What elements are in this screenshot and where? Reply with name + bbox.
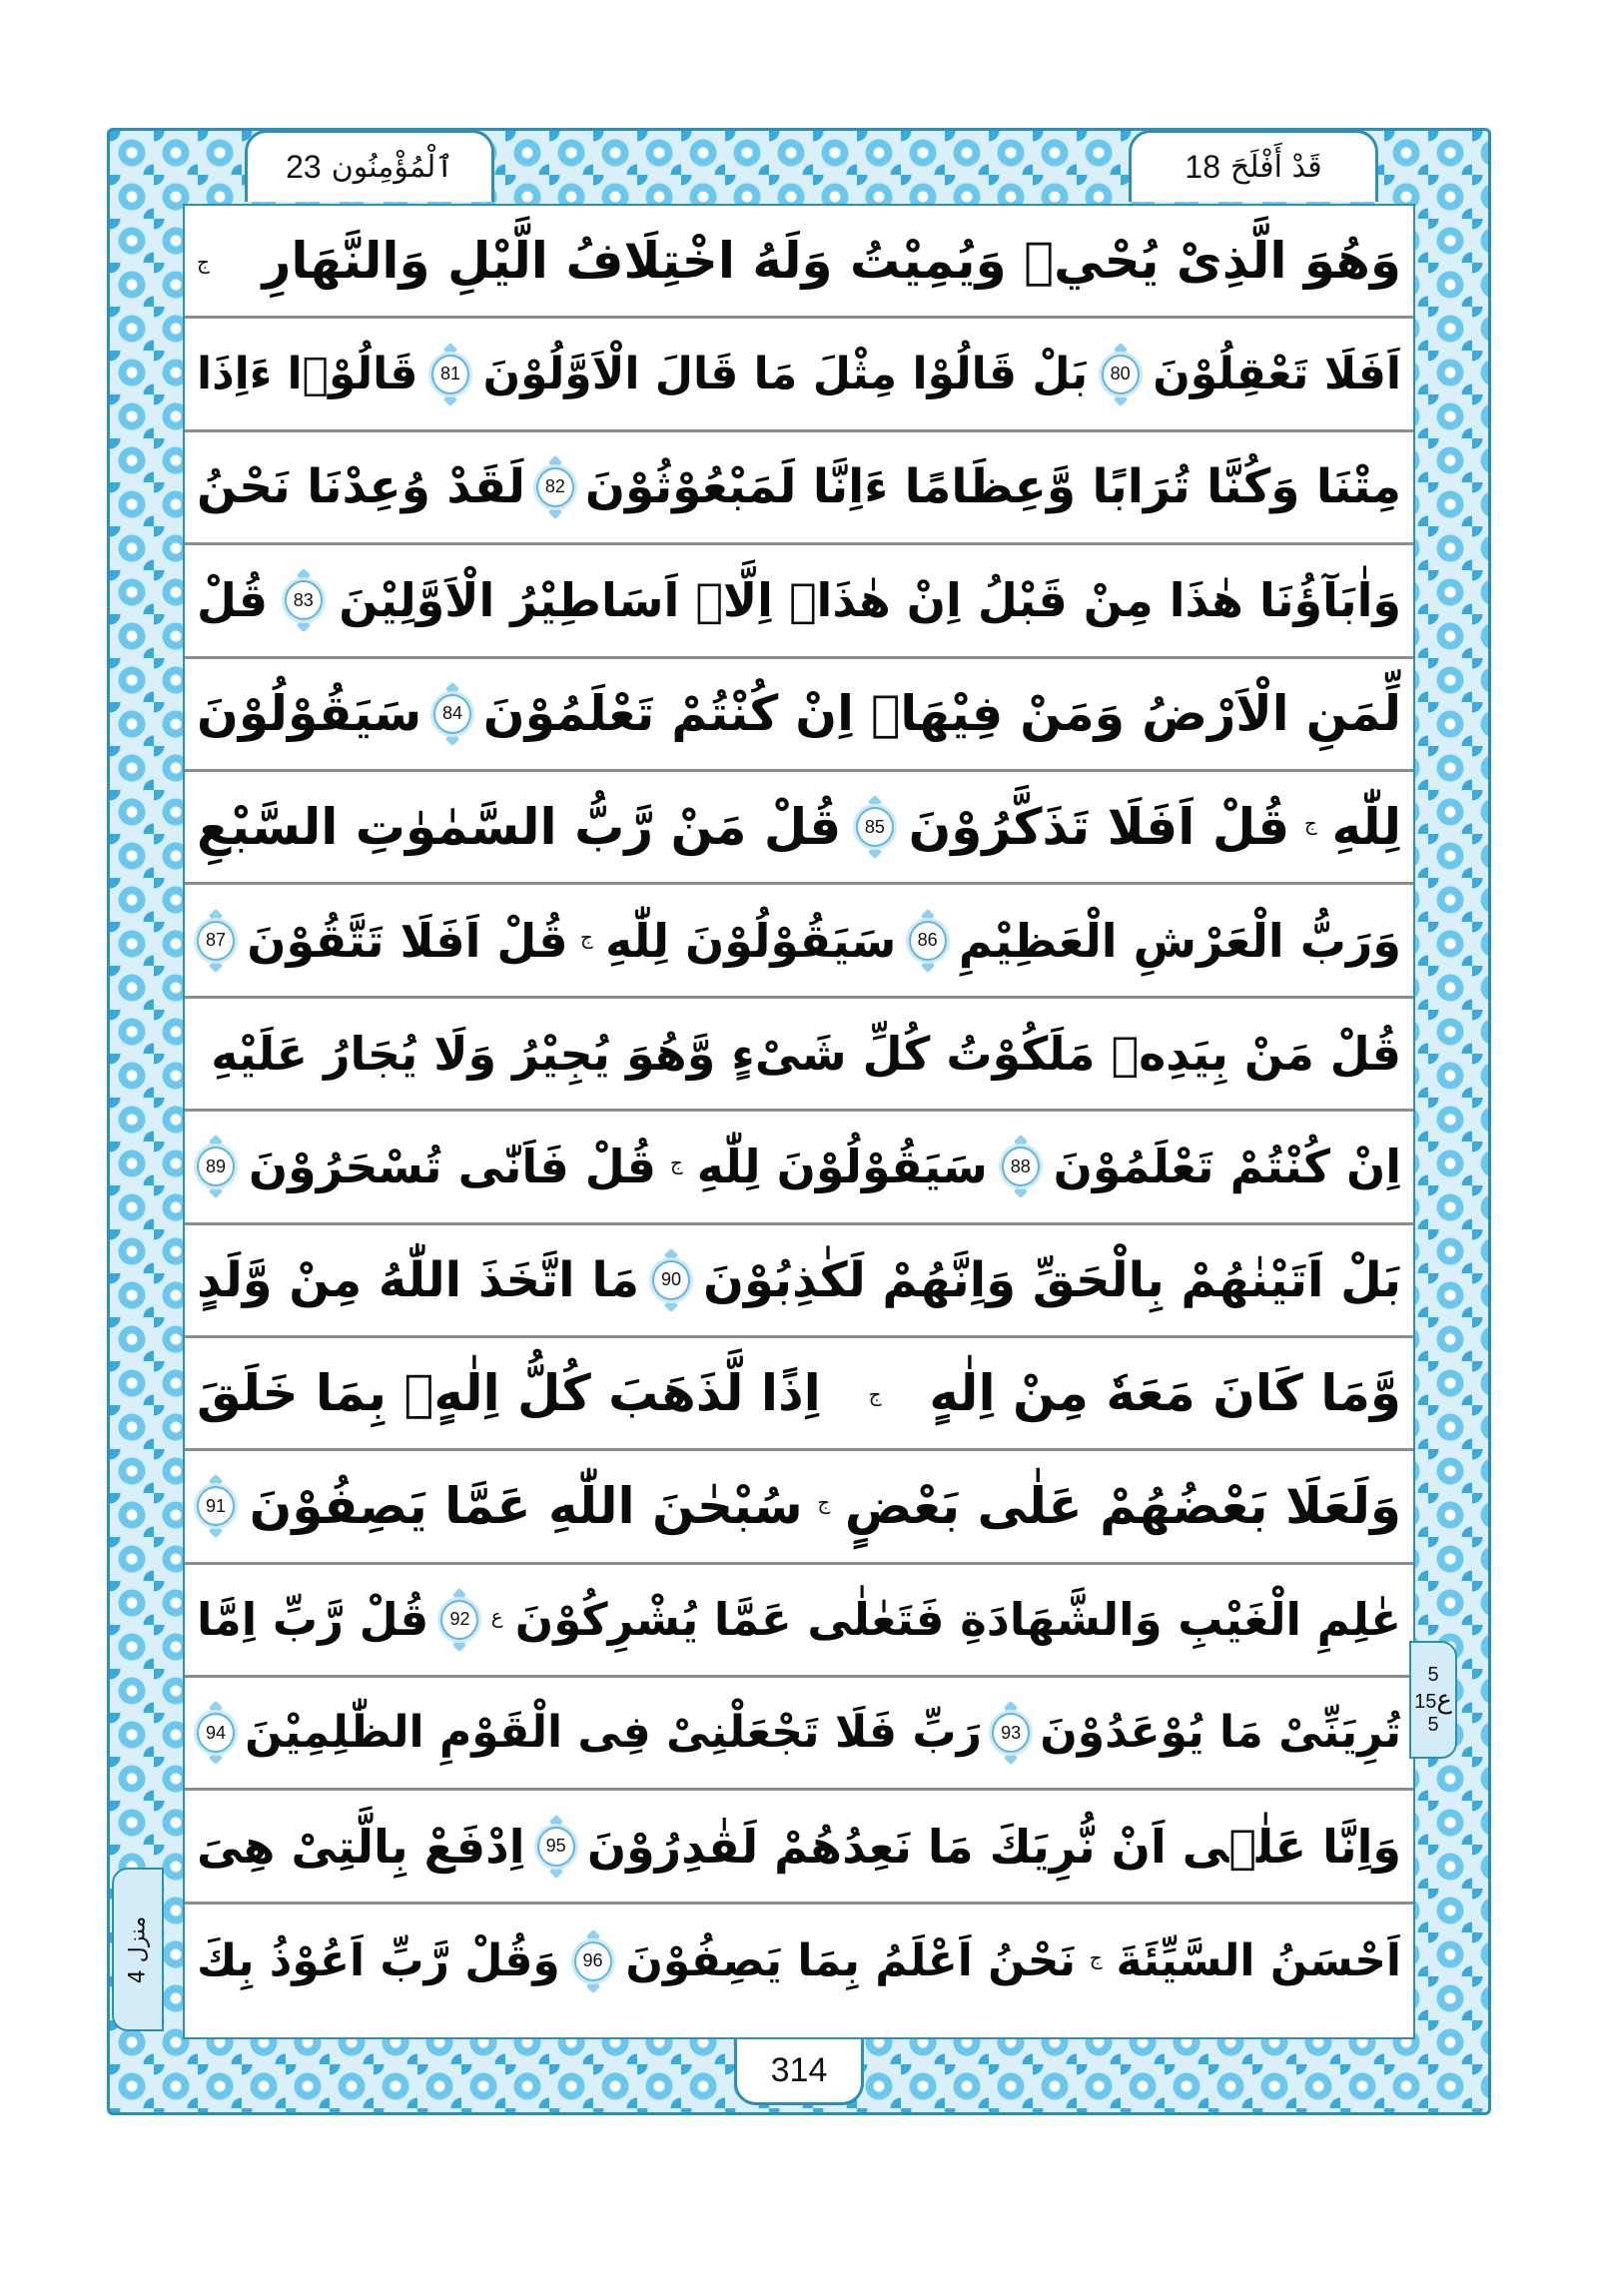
text-line-content — [197, 1364, 1401, 1423]
verse-text: تُرِيَنِّیْ مَا يُوْعَدُوْنَ — [1040, 1707, 1401, 1759]
verse-text: بَلْ قَالُوْا مِثْلَ مَا قَالَ الْاَوَّلُوْنَ — [482, 348, 1089, 399]
verse-text: لِّمَنِ الْاَرْضُ وَمَنْ فِيْهَاۤ اِنْ كُنْتُمْ تَعْلَمُوْنَ — [482, 685, 1401, 743]
page-number: 314 — [734, 2039, 864, 2105]
text-line — [185, 1791, 1413, 1904]
ayah-end-marker-icon — [197, 911, 235, 971]
ayah-end-marker-icon — [440, 1590, 478, 1650]
text-line — [185, 206, 1413, 319]
ayah-number: 81 — [431, 355, 469, 394]
waqf-sign: ج — [197, 250, 210, 275]
juz-header-tab — [1129, 130, 1378, 202]
verse-text: سَيَقُوْلُوْنَ لِلّٰهِ — [696, 1140, 988, 1194]
ayah-number: 92 — [440, 1600, 478, 1640]
ayah-number: 90 — [652, 1260, 690, 1300]
verse-text: مَا اتَّخَذَ اللّٰهُ مِنْ وَّلَدٍ — [197, 1251, 640, 1308]
ayah-number: 88 — [1002, 1147, 1040, 1186]
verse-text: قُلْ فَاَنّٰى تُسْحَرُوْنَ — [248, 1140, 656, 1194]
text-line-content — [197, 1476, 1401, 1536]
text-line-content — [197, 457, 1401, 517]
text-line — [185, 1905, 1413, 2017]
verse-text: وَهُوَ الَّذِىْ يُحْيٖ وَيُمِيْتُ وَلَهُ اخْتِلَافُ الَّيْلِ وَالنَّهَارِ — [262, 232, 1401, 291]
verse-text: قُلْ — [197, 573, 269, 628]
ayah-end-marker-icon — [1102, 345, 1140, 404]
verse-text: اَفَلَا تَعْقِلُوْنَ — [1153, 348, 1401, 399]
ayah-end-marker-icon — [574, 1931, 612, 1991]
waqf-sign: ع — [490, 1603, 503, 1628]
text-line-content — [197, 1137, 1401, 1196]
waqf-sign: ج — [669, 1150, 683, 1175]
ayah-end-marker-icon — [1002, 1137, 1040, 1196]
verse-text: بَلْ اَتَيْنٰهُمْ بِالْحَقِّ وَاِنَّهُمْ لَكٰذِبُوْنَ — [702, 1251, 1401, 1308]
ruku-marker — [1409, 1641, 1457, 1759]
verse-text: قُلْ مَنْ بِيَدِهٖ مَلَكُوْتُ كُلِّ شَیْءٍ وَّهُوَ يُجِيْرُ وَلَا يُجَارُ عَلَيْهِ — [211, 1026, 1401, 1081]
ruku-bottom-number: 5 — [1427, 1714, 1439, 1737]
ayah-end-marker-icon — [856, 797, 894, 857]
ayah-number: 86 — [909, 921, 947, 961]
text-line — [185, 545, 1413, 658]
text-line — [185, 1678, 1413, 1791]
verse-text: اِنْ كُنْتُمْ تَعْلَمُوْنَ — [1053, 1140, 1401, 1194]
text-line-content — [197, 570, 1401, 630]
ayah-end-marker-icon — [909, 911, 947, 971]
waqf-sign: ج — [868, 1382, 882, 1407]
ayah-end-marker-icon — [285, 570, 323, 630]
text-line-content — [197, 684, 1401, 744]
text-line-content — [197, 1026, 1401, 1081]
ayah-number: 89 — [197, 1147, 235, 1186]
ayah-end-marker-icon — [992, 1703, 1030, 1763]
verse-text: اِدْفَعْ بِالَّتِیْ هِیَ — [197, 1819, 525, 1874]
text-line-content — [197, 911, 1401, 971]
ayah-number: 93 — [992, 1713, 1030, 1753]
ruku-middle-number: 15 — [1414, 1690, 1437, 1713]
verse-text: قُلْ اَفَلَا تَذَكَّرُوْنَ — [908, 798, 1290, 857]
quran-text-lines — [185, 206, 1413, 2017]
text-line — [185, 772, 1413, 885]
text-line-content — [197, 1931, 1401, 1991]
manzil-marker — [112, 1868, 164, 2031]
verse-text: رَبِّ فَلَا تَجْعَلْنِیْ فِى الْقَوْمِ الظّٰلِمِيْنَ — [245, 1707, 982, 1759]
text-line-content — [197, 1703, 1401, 1763]
surah-header-tab — [245, 130, 494, 202]
verse-text: قُلْ رَّبِّ اِمَّا — [197, 1593, 429, 1647]
verse-text: نَحْنُ اَعْلَمُ بِمَا يَصِفُوْنَ — [625, 1934, 1076, 1986]
ayah-end-marker-icon — [197, 1137, 235, 1196]
text-line — [185, 1112, 1413, 1224]
manzil-label: منزل 4 — [125, 1915, 151, 1983]
verse-text: عٰلِمِ الْغَيْبِ وَالشَّهَادَةِ فَتَعٰلٰى عَمَّا يُشْرِكُوْنَ — [514, 1593, 1401, 1647]
verse-text: اَحْسَنُ السَّيِّئَةَ — [1116, 1934, 1401, 1986]
verse-text: قَالُوْۤا ءَاِذَا — [197, 348, 418, 399]
text-line-content — [197, 1590, 1401, 1650]
text-line — [185, 1338, 1413, 1451]
ayah-number: 80 — [1102, 355, 1140, 394]
verse-text: سَيَقُوْلُوْنَ لِلّٰهِ — [605, 913, 897, 968]
verse-text: وَرَبُّ الْعَرْشِ الْعَظِيْمِ — [958, 913, 1401, 968]
surah-number: 23 — [286, 149, 322, 185]
juz-name: قَدْ أَفْلَحَ — [1229, 150, 1322, 185]
ayah-end-marker-icon — [652, 1250, 690, 1310]
ayah-end-marker-icon — [433, 684, 471, 744]
ayah-number: 94 — [197, 1713, 235, 1753]
waqf-sign: ج — [1303, 811, 1317, 836]
ayah-number: 83 — [285, 580, 323, 620]
text-line — [185, 885, 1413, 998]
text-line-content — [197, 345, 1401, 404]
ayah-end-marker-icon — [197, 1703, 235, 1763]
ayah-number: 91 — [197, 1486, 235, 1526]
text-line-content — [197, 797, 1401, 857]
text-line — [185, 659, 1413, 772]
ayah-end-marker-icon — [197, 1476, 235, 1536]
verse-text: وَقُلْ رَّبِّ اَعُوْذُ بِكَ — [197, 1934, 560, 1986]
text-line — [185, 1451, 1413, 1564]
ayah-number: 85 — [856, 807, 894, 847]
ayah-number: 82 — [536, 467, 574, 507]
ayah-number: 87 — [197, 921, 235, 961]
verse-text: وَاٰبَآؤُنَا هٰذَا مِنْ قَبْلُ اِنْ هٰذَاۤ اِلَّاۤ اَسَاطِيْرُ الْاَوَّلِيْنَ — [339, 573, 1401, 628]
verse-text: لَقَدْ وُعِدْنَا نَحْنُ — [197, 459, 525, 515]
waqf-sign: ج — [817, 1490, 831, 1515]
text-line — [185, 432, 1413, 545]
verse-text: قُلْ مَنْ رَّبُّ السَّمٰوٰتِ السَّبْعِ — [197, 798, 842, 857]
waqf-sign: ج — [579, 924, 593, 949]
text-line — [185, 1565, 1413, 1678]
verse-text: مِتْنَا وَكُنَّا تُرَابًا وَّعِظَامًا ءَاِنَّا لَمَبْعُوْثُوْنَ — [584, 459, 1401, 515]
juz-number: 18 — [1185, 149, 1220, 185]
surah-name: ٱلْمُؤْمِنُون — [331, 150, 453, 185]
verse-text: قُلْ اَفَلَا تَتَّقُوْنَ — [247, 913, 568, 968]
ayah-end-marker-icon — [431, 345, 469, 404]
verse-text: لِلّٰهِ — [1331, 798, 1401, 857]
verse-text: وَّمَا كَانَ مَعَهٗ مِنْ اِلٰهٍ — [929, 1364, 1401, 1423]
ayah-end-marker-icon — [537, 1817, 575, 1877]
verse-text: وَلَعَلَا بَعْضُهُمْ عَلٰى بَعْضٍ — [844, 1477, 1401, 1536]
text-line-content — [197, 1817, 1401, 1877]
text-line — [185, 999, 1413, 1112]
ayah-number: 95 — [537, 1827, 575, 1867]
verse-text: وَاِنَّا عَلٰۤى اَنْ نُّرِيَكَ مَا نَعِدُهُمْ لَقٰدِرُوْنَ — [586, 1819, 1401, 1874]
text-line-content — [197, 232, 1401, 291]
verse-text: سُبْحٰنَ اللّٰهِ عَمَّا يَصِفُوْنَ — [249, 1477, 803, 1536]
ayah-number: 84 — [433, 694, 471, 734]
ruku-top-number: 5 — [1427, 1663, 1439, 1686]
verse-text: اِذًا لَّذَهَبَ كُلُّ اِلٰهٍۭ بِمَا خَلَقَ — [197, 1364, 821, 1423]
verse-text: سَيَقُوْلُوْنَ — [197, 685, 422, 743]
ayah-end-marker-icon — [536, 457, 574, 517]
waqf-sign: ج — [1089, 1944, 1103, 1969]
ruku-ain-icon: ع — [1436, 1684, 1452, 1715]
text-line — [185, 319, 1413, 431]
text-line-content — [197, 1250, 1401, 1310]
ayah-number: 96 — [574, 1941, 612, 1981]
text-line — [185, 1225, 1413, 1338]
